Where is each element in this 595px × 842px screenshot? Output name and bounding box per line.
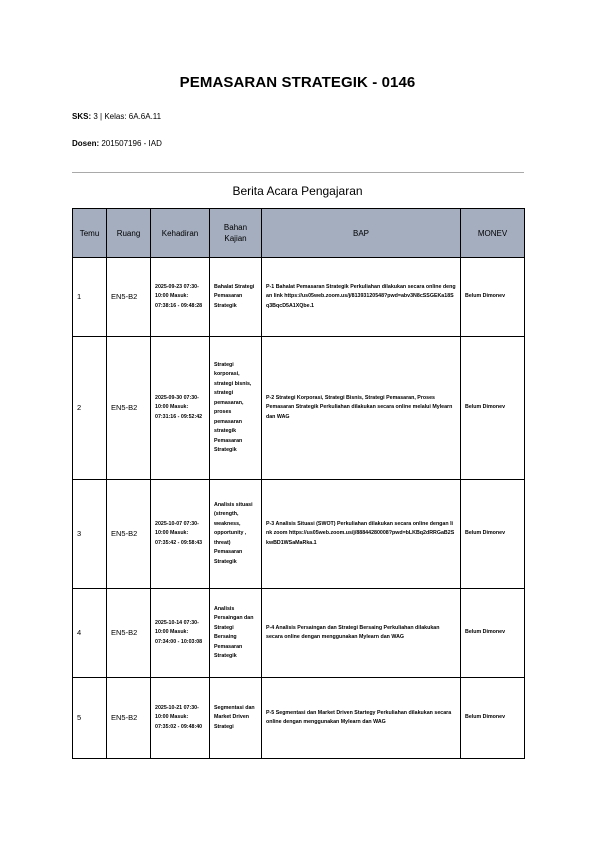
cell-temu: 5 <box>73 678 107 759</box>
cell-bahan-kajian: Strategi korporasi, strategi bisnis, strategi pemasaran, proses pemasaran strategik Pemasaran Strategik <box>210 337 262 480</box>
sks-value: 3 | Kelas: 6A.6A.11 <box>93 112 162 121</box>
cell-ruang: EN5-B2 <box>107 678 151 759</box>
cell-bahan-kajian: Segmentasi dan Market Driven Strategi <box>210 678 262 759</box>
cell-kehadiran: 2025-10-14 07:30-10:00 Masuk: 07:34:00 - 10:03:08 <box>151 589 210 678</box>
cell-temu: 1 <box>73 258 107 337</box>
cell-temu: 4 <box>73 589 107 678</box>
cell-kehadiran: 2025-10-07 07:30-10:00 Masuk: 07:35:42 - 09:58:43 <box>151 480 210 589</box>
cell-temu: 2 <box>73 337 107 480</box>
header-bap: BAP <box>262 209 461 258</box>
header-ruang: Ruang <box>107 209 151 258</box>
cell-kehadiran: 2025-09-30 07:30-10:00 Masuk: 07:31:16 - 09:52:42 <box>151 337 210 480</box>
cell-temu: 3 <box>73 480 107 589</box>
dosen-value: 201507196 - IAD <box>101 139 162 148</box>
cell-kehadiran: 2025-09-23 07:30-10:00 Masuk: 07:38:16 - 09:48:28 <box>151 258 210 337</box>
table-row <box>73 480 525 589</box>
bap-table <box>72 208 525 759</box>
cell-ruang: EN5-B2 <box>107 589 151 678</box>
header-monev: MONEV <box>461 209 525 258</box>
section-title: Berita Acara Pengajaran <box>232 184 363 198</box>
cell-ruang: EN5-B2 <box>107 258 151 337</box>
cell-monev: Belum Dimonev <box>461 337 525 480</box>
table-header-row <box>73 209 525 258</box>
cell-kehadiran: 2025-10-21 07:30-10:00 Masuk: 07:35:02 - 09:48:40 <box>151 678 210 759</box>
cell-monev: Belum Dimonev <box>461 589 525 678</box>
table-row <box>73 589 525 678</box>
cell-bap: P-5 Segmentasi dan Market Driven Startegy Perkuliahan dilakukan secara online dengan menggunakan Mylearn dan WAG <box>262 678 461 759</box>
table-row <box>73 678 525 759</box>
cell-bahan-kajian: Analisis Persaingan dan Strategi Bersaing Pemasaran Strategik <box>210 589 262 678</box>
cell-monev: Belum Dimonev <box>461 480 525 589</box>
cell-bahan-kajian: Analisis situasi (strength, weakness, opportunity , threat) Pemasaran Strategik <box>210 480 262 589</box>
table-row <box>73 337 525 480</box>
cell-monev: Belum Dimonev <box>461 258 525 337</box>
header-temu: Temu <box>73 209 107 258</box>
cell-bap: P-4 Analisis Persaingan dan Strategi Bersaing Perkuliahan dilakukan secara online dengan menggunakan Mylearn dan WAG <box>262 589 461 678</box>
cell-bahan-kajian: Bahalat Strategi Pemasaran Strategik <box>210 258 262 337</box>
header-bahan-kajian: Bahan Kajian <box>210 209 262 258</box>
cell-monev: Belum Dimonev <box>461 678 525 759</box>
divider <box>72 172 524 173</box>
dosen-line <box>72 139 162 148</box>
sks-line <box>72 112 161 121</box>
cell-ruang: EN5-B2 <box>107 337 151 480</box>
header-kehadiran: Kehadiran <box>151 209 210 258</box>
page-title: PEMASARAN STRATEGIK - 0146 <box>179 74 416 91</box>
sks-label: SKS: <box>72 112 92 121</box>
cell-bap: P-2 Strategi Korporasi, Strategi Bisnis, Strategi Pemasaran, Proses Pemasaran Strategik Perkuliahan dilakukan secara online melalui Mylearn dan WAG <box>262 337 461 480</box>
dosen-label: Dosen: <box>72 139 100 148</box>
table-row <box>73 258 525 337</box>
cell-bap: P-1 Bahalat Pemasaran Strategik Perkuliahan dilakukan secara online dengan link https://us05web.zoom.us/j/81393120548?pwd=abv3N8cSSGEKa18Sq3BqcD5A1XQbe.1 <box>262 258 461 337</box>
cell-ruang: EN5-B2 <box>107 480 151 589</box>
cell-bap: P-3 Analisis Situasi (SWOT) Perkuliahan dilakukan secara online dengan link zoom https://us05web.zoom.us/j/88844280008?pwd=bLKBq2dRRGaB2SkwBD1WSaMaRka.1 <box>262 480 461 589</box>
